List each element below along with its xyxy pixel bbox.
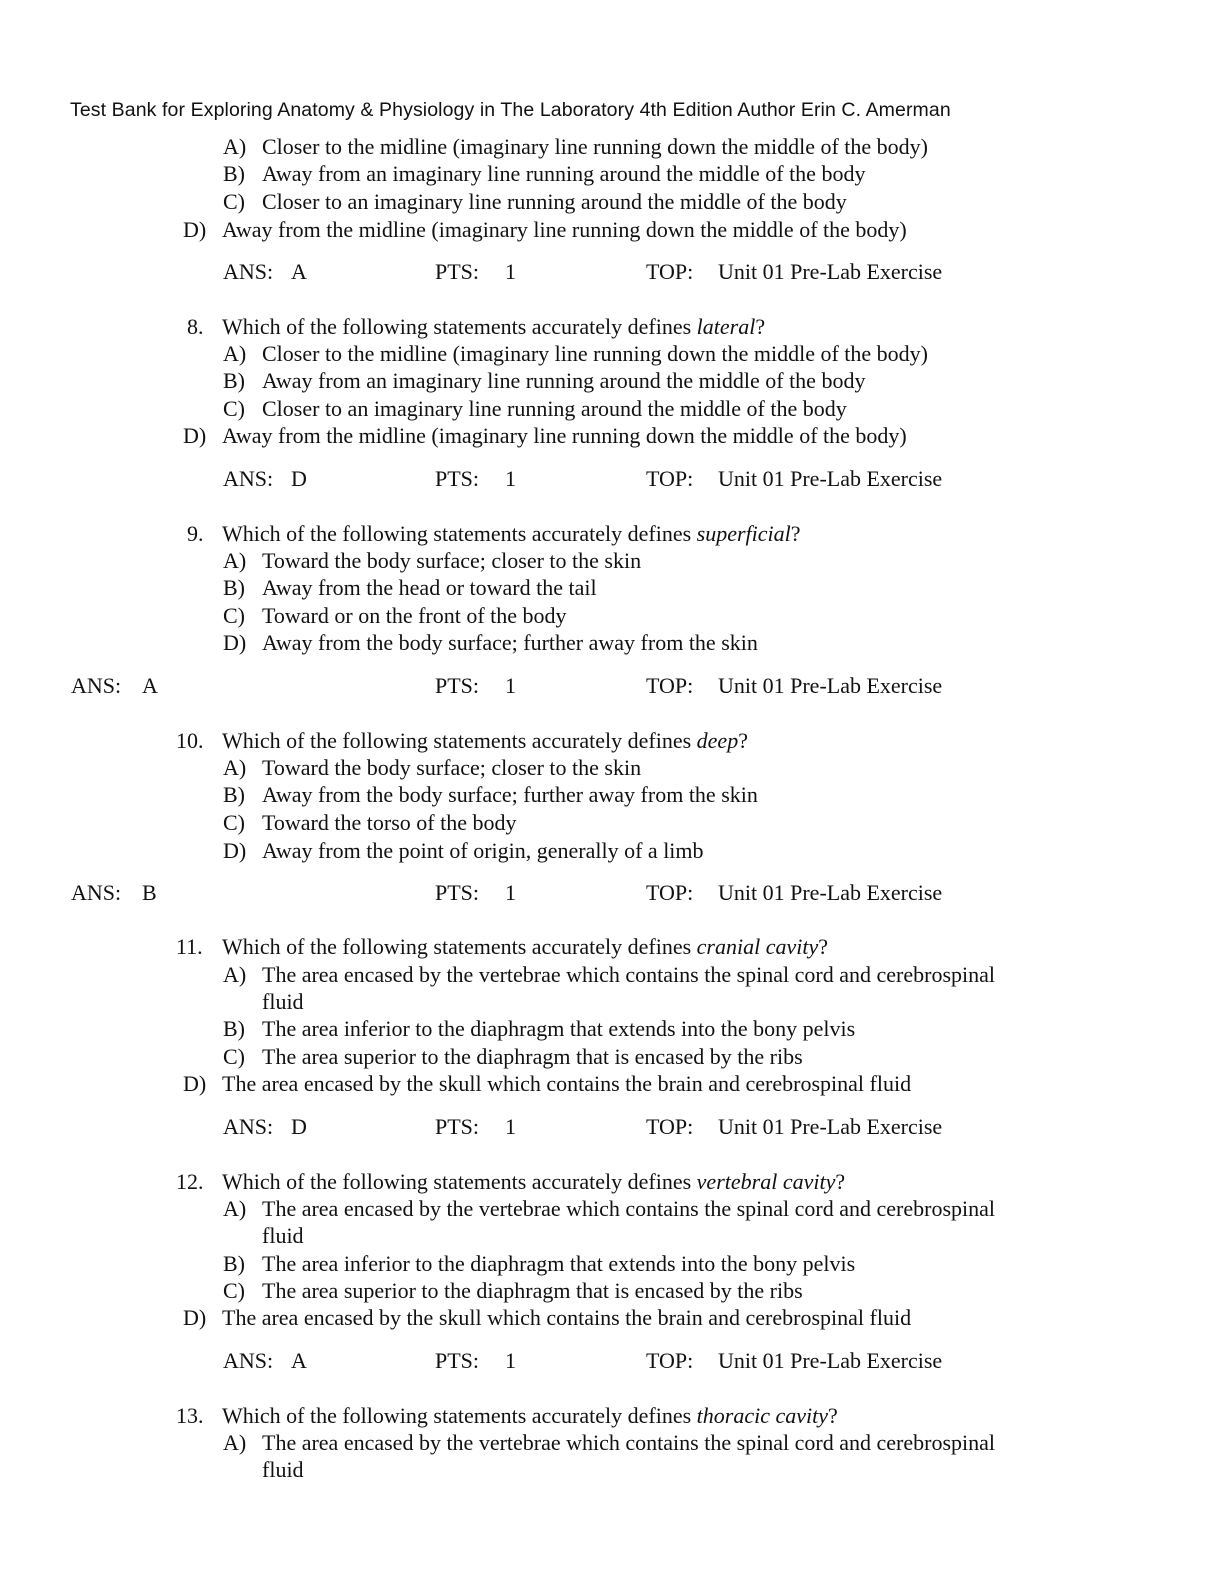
option-text: Away from the midline (imaginary line running down the middle of the body)	[222, 423, 907, 448]
option-letter: B)	[223, 1251, 245, 1276]
option-text: Toward the body surface; closer to the skin	[262, 755, 642, 780]
question-number: 13.	[176, 1403, 204, 1428]
pts-label: PTS:	[435, 673, 480, 698]
pts-value: 1	[505, 673, 516, 698]
defined-term: cranial cavity	[696, 934, 819, 959]
option-text: The area encased by the vertebrae which contains the spinal cord and cerebrospinal	[262, 1430, 996, 1455]
question-number: 9.	[187, 521, 204, 546]
option-letter: C)	[223, 396, 245, 421]
pts-label: PTS:	[435, 1348, 480, 1373]
option-text: Away from the head or toward the tail	[262, 575, 597, 600]
option-letter: D)	[223, 838, 247, 863]
option-text-continued: fluid	[262, 1457, 304, 1482]
option-letter: B)	[223, 368, 245, 393]
topic-value: Unit 01 Pre-Lab Exercise	[718, 259, 943, 284]
topic-value: Unit 01 Pre-Lab Exercise	[718, 1348, 943, 1373]
top-label: TOP:	[646, 673, 694, 698]
option-letter: B)	[223, 575, 245, 600]
top-label: TOP:	[646, 1348, 694, 1373]
top-label: TOP:	[646, 1114, 694, 1139]
option-text: Away from an imaginary line running around the middle of the body	[262, 368, 866, 393]
option-text: Away from the body surface; further away from the skin	[262, 782, 758, 807]
ans-label: ANS:	[223, 466, 274, 491]
ans-value: A	[142, 673, 158, 698]
ans-label: ANS:	[71, 673, 122, 698]
option-letter: D)	[223, 630, 247, 655]
option-text: The area superior to the diaphragm that is encased by the ribs	[262, 1278, 803, 1303]
option-text: The area encased by the skull which contains the brain and cerebrospinal fluid	[222, 1071, 912, 1096]
question-prompt: Which of the following statements accurately defines thoracic cavity?	[222, 1403, 838, 1428]
option-letter: D)	[183, 1305, 207, 1330]
option-letter: A)	[223, 755, 247, 780]
topic-value: Unit 01 Pre-Lab Exercise	[718, 466, 943, 491]
option-text: Closer to an imaginary line running around the middle of the body	[262, 189, 847, 214]
defined-term: vertebral cavity	[696, 1169, 836, 1194]
question-prompt: Which of the following statements accurately defines cranial cavity?	[222, 934, 829, 959]
option-text-continued: fluid	[262, 1223, 304, 1248]
ans-value: B	[142, 880, 157, 905]
topic-value: Unit 01 Pre-Lab Exercise	[718, 673, 943, 698]
option-letter: C)	[223, 810, 245, 835]
topic-value: Unit 01 Pre-Lab Exercise	[718, 1114, 943, 1139]
ans-value: A	[291, 1348, 307, 1373]
ans-label: ANS:	[223, 259, 274, 284]
option-letter: D)	[183, 423, 207, 448]
pts-value: 1	[505, 880, 516, 905]
question-prompt: Which of the following statements accurately defines vertebral cavity?	[222, 1169, 846, 1194]
option-text: Closer to the midline (imaginary line running down the middle of the body)	[262, 341, 928, 366]
defined-term: deep	[696, 728, 739, 753]
option-text: The area inferior to the diaphragm that extends into the bony pelvis	[262, 1251, 856, 1276]
option-letter: B)	[223, 161, 245, 186]
option-text: Away from the body surface; further away from the skin	[262, 630, 758, 655]
option-text: Away from the midline (imaginary line running down the middle of the body)	[222, 217, 907, 242]
option-text: The area inferior to the diaphragm that extends into the bony pelvis	[262, 1016, 856, 1041]
option-text-continued: fluid	[262, 989, 304, 1014]
option-text: The area superior to the diaphragm that is encased by the ribs	[262, 1044, 803, 1069]
ans-value: D	[291, 1114, 307, 1139]
question-number: 10.	[176, 728, 204, 753]
question-prompt: Which of the following statements accurately defines deep?	[222, 728, 748, 753]
option-text: Away from the point of origin, generally of a limb	[262, 838, 704, 863]
defined-term: lateral	[696, 314, 756, 339]
option-text: Closer to the midline (imaginary line running down the middle of the body)	[262, 134, 928, 159]
option-letter: A)	[223, 341, 247, 366]
pts-label: PTS:	[435, 259, 480, 284]
option-text: The area encased by the skull which contains the brain and cerebrospinal fluid	[222, 1305, 912, 1330]
defined-term: superficial	[696, 521, 791, 546]
option-letter: B)	[223, 782, 245, 807]
ans-label: ANS:	[223, 1348, 274, 1373]
defined-term: thoracic cavity	[696, 1403, 829, 1428]
option-text: Closer to an imaginary line running around the middle of the body	[262, 396, 847, 421]
option-text: Toward the torso of the body	[262, 810, 517, 835]
option-letter: A)	[223, 548, 247, 573]
pts-value: 1	[505, 259, 516, 284]
top-label: TOP:	[646, 259, 694, 284]
option-letter: C)	[223, 189, 245, 214]
option-letter: B)	[223, 1016, 245, 1041]
question-number: 11.	[176, 934, 203, 959]
option-letter: D)	[183, 1071, 207, 1096]
topic-value: Unit 01 Pre-Lab Exercise	[718, 880, 943, 905]
top-label: TOP:	[646, 466, 694, 491]
option-text: The area encased by the vertebrae which contains the spinal cord and cerebrospinal	[262, 1196, 996, 1221]
option-letter: D)	[183, 217, 207, 242]
option-text: The area encased by the vertebrae which contains the spinal cord and cerebrospinal	[262, 962, 996, 987]
option-letter: C)	[223, 603, 245, 628]
option-text: Toward or on the front of the body	[262, 603, 567, 628]
option-letter: C)	[223, 1278, 245, 1303]
ans-label: ANS:	[71, 880, 122, 905]
pts-label: PTS:	[435, 880, 480, 905]
top-label: TOP:	[646, 880, 694, 905]
option-letter: A)	[223, 1196, 247, 1221]
pts-label: PTS:	[435, 466, 480, 491]
pts-value: 1	[505, 466, 516, 491]
question-number: 12.	[176, 1169, 204, 1194]
pts-value: 1	[505, 1348, 516, 1373]
option-letter: A)	[223, 134, 247, 159]
pts-label: PTS:	[435, 1114, 480, 1139]
option-letter: A)	[223, 962, 247, 987]
pts-value: 1	[505, 1114, 516, 1139]
option-text: Toward the body surface; closer to the skin	[262, 548, 642, 573]
question-prompt: Which of the following statements accurately defines lateral?	[222, 314, 766, 339]
question-prompt: Which of the following statements accurately defines superficial?	[222, 521, 801, 546]
option-letter: C)	[223, 1044, 245, 1069]
question-number: 8.	[187, 314, 204, 339]
ans-value: A	[291, 259, 307, 284]
option-text: Away from an imaginary line running around the middle of the body	[262, 161, 866, 186]
ans-value: D	[291, 466, 307, 491]
ans-label: ANS:	[223, 1114, 274, 1139]
document-header: Test Bank for Exploring Anatomy & Physiology in The Laboratory 4th Edition Author Erin C. Amerman	[70, 99, 951, 121]
option-letter: A)	[223, 1430, 247, 1455]
